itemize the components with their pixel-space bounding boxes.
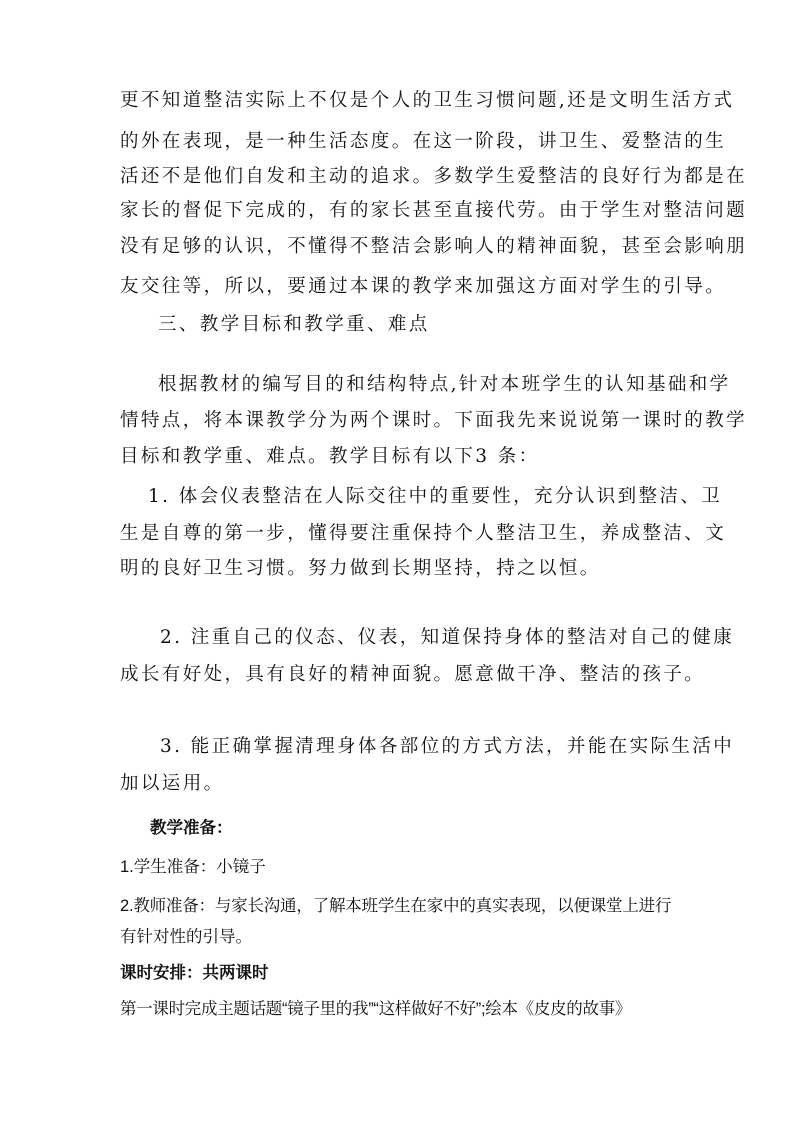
intro-line-5: 没有足够的认识，不懂得不整洁会影响人的精神面貌，甚至会影响朋 [120, 236, 748, 257]
objective-2-line-2: 成长有好处，具有良好的精神面貌。愿意做干净、整洁的孩子。 [120, 664, 706, 685]
objective-3-line-1: 3. 能正确掌握清理身体各部位的方式方法，并能在实际生活中 [160, 736, 735, 757]
prep-teacher-line-2: 有针对性的引导。 [120, 928, 252, 946]
objective-1-line-3: 明的良好卫生习惯。努力做到长期坚持，持之以恒。 [120, 558, 601, 579]
intro-line-3: 活还不是他们自发和主动的追求。多数学生爱整洁的良好行为都是在 [120, 166, 748, 187]
objectives-intro-line-2: 情特点，将本课教学分为两个课时。下面我先来说说第一课时的教学 [120, 410, 748, 431]
objectives-intro-line-3: 目标和教学重、难点。教学目标有以下3 条： [120, 446, 540, 467]
prep-heading: 教学准备： [150, 819, 233, 837]
objective-3-line-2: 加以运用。 [120, 773, 225, 794]
objective-1-line-1: 1. 体会仪表整洁在人际交往中的重要性，充分认识到整洁、卫 [148, 486, 723, 507]
section-three-heading: 三、教学目标和教学重、难点 [158, 314, 430, 335]
intro-line-6: 友交往等，所以，要通过本课的教学来加强这方面对学生的引导。 [120, 276, 727, 297]
intro-line-4: 家长的督促下完成的，有的家长甚至直接代劳。由于学生对整洁问题 [120, 200, 748, 221]
intro-line-1: 更不知道整洁实际上不仅是个人的卫生习惯问题,还是文明生活方式 [120, 90, 735, 111]
prep-student: 1.学生准备：小镜子 [120, 858, 266, 876]
schedule-heading: 课时安排：共两课时 [120, 964, 269, 982]
prep-teacher-line-1: 2.教师准备：与家长沟通，了解本班学生在家中的真实表现，以便课堂上进行 [120, 897, 672, 915]
first-lesson-line: 第一课时完成主题话题“镜子里的我”“这样做好不好”;绘本《皮皮的故事》 [120, 1000, 632, 1018]
objective-2-line-1: 2. 注重自己的仪态、仪表，知道保持身体的整洁对自己的健康 [160, 627, 735, 648]
objective-1-line-2: 生是自尊的第一步，懂得要注重保持个人整洁卫生，养成整洁、文 [120, 523, 727, 544]
intro-line-2: 的外在表现，是一种生活态度。在这一阶段，讲卫生、爱整洁的生 [120, 131, 727, 152]
objectives-intro-line-1: 根据教材的编写目的和结构特点,针对本班学生的认知基础和学 [158, 374, 731, 395]
